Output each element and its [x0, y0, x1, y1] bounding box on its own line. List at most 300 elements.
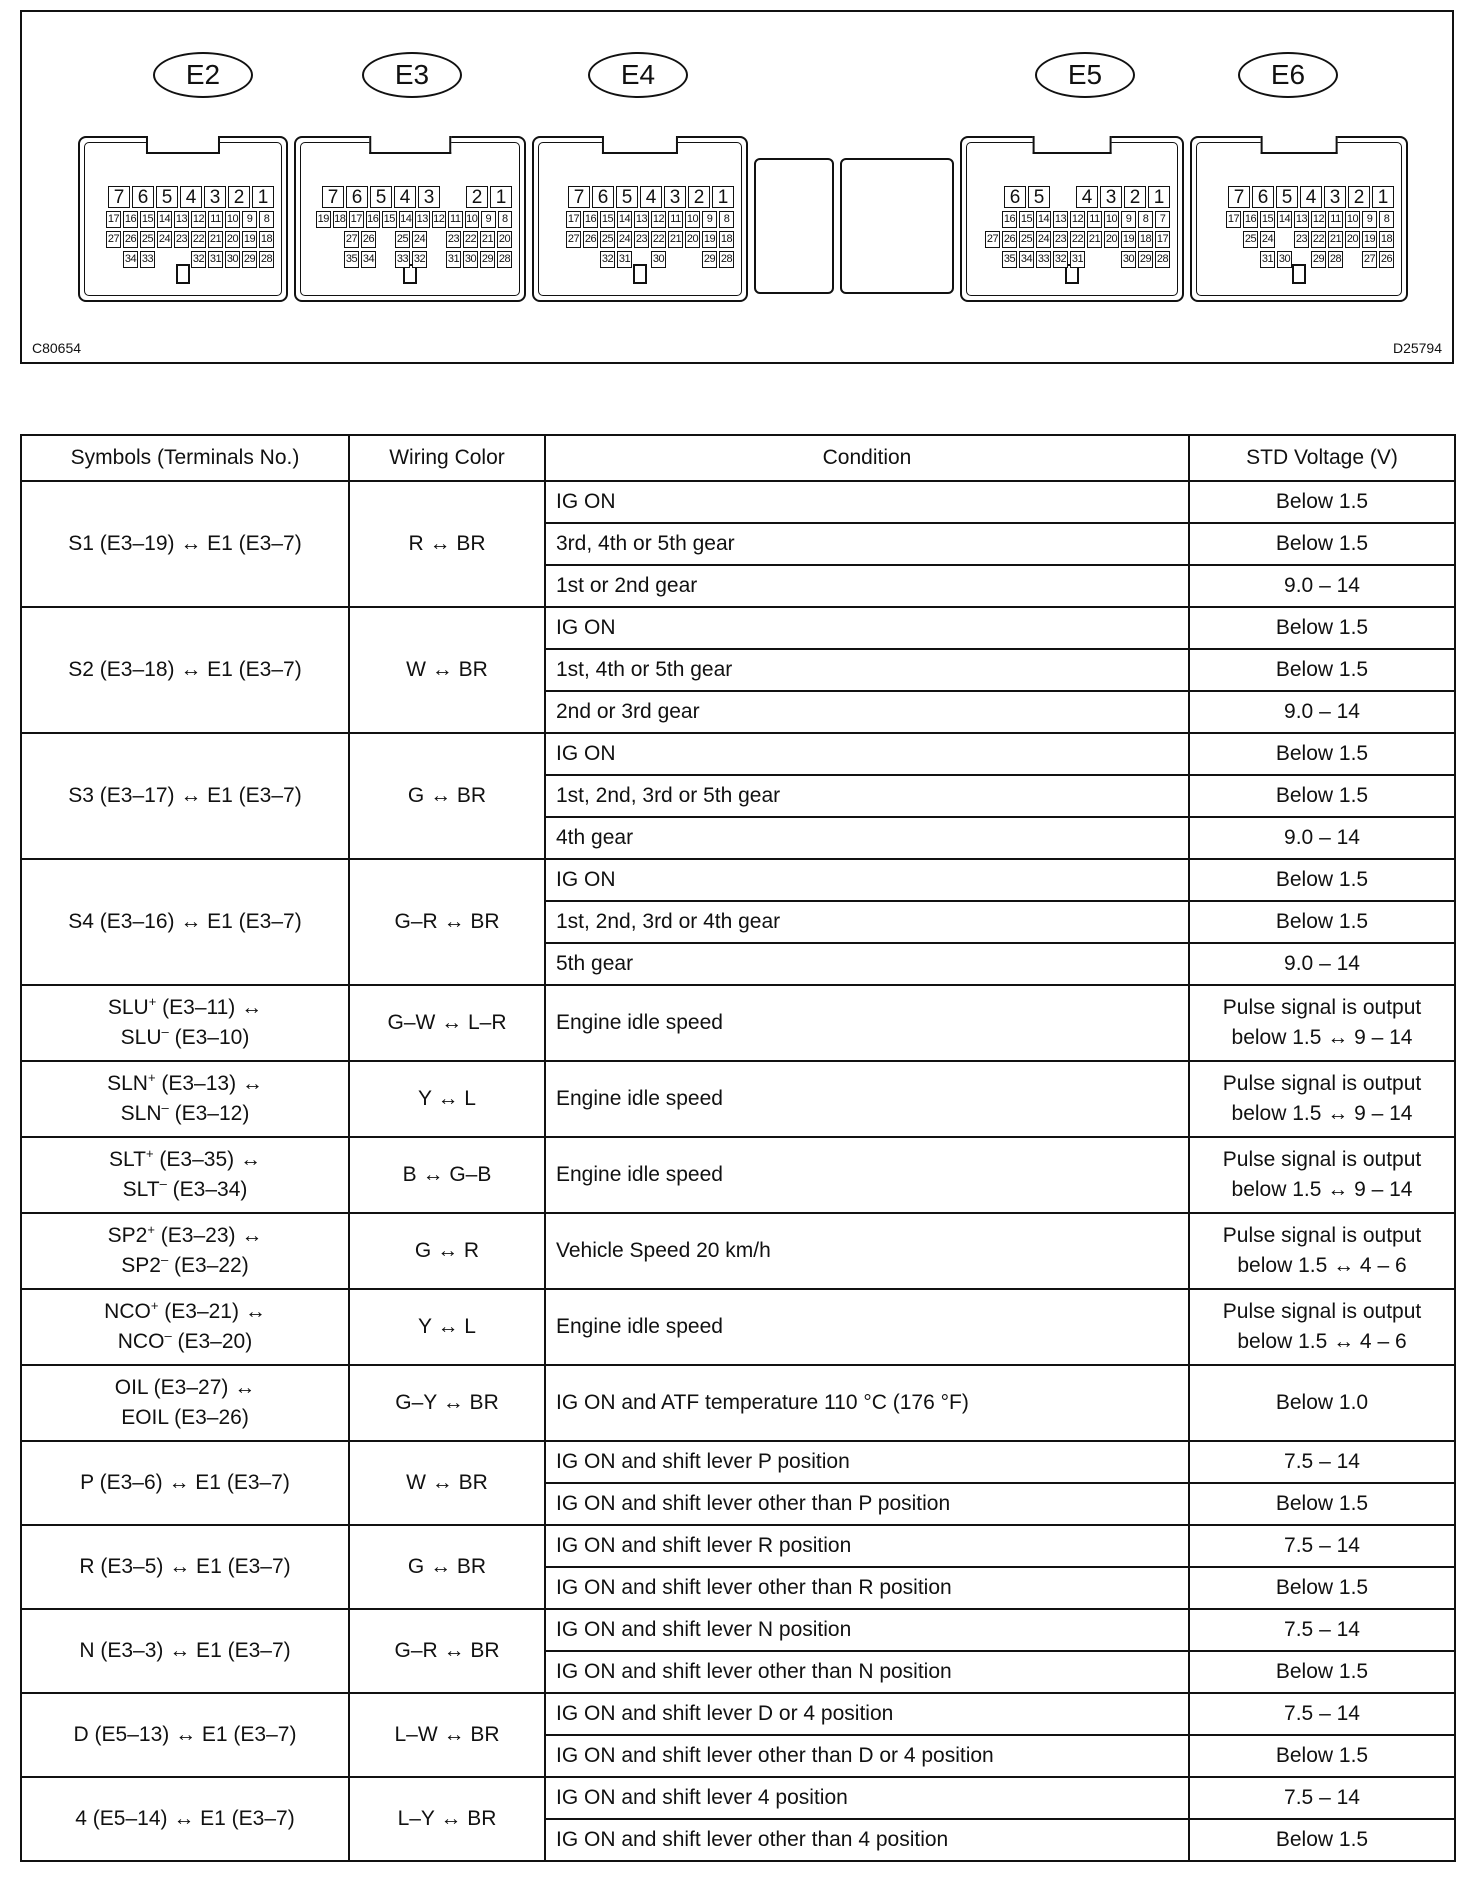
table-row	[21, 1525, 1455, 1567]
wiring-color-cell: G–R ↔ BR	[349, 1609, 545, 1693]
symbols-cell	[21, 985, 349, 1061]
pin: 18	[719, 231, 734, 248]
pin: 28	[497, 251, 512, 268]
std-voltage-cell	[1189, 523, 1455, 565]
symbol-line: SLT– (E3–34)	[122, 1176, 248, 1201]
voltage-line: Below 1.5	[1275, 490, 1369, 513]
wiring-color-cell: G ↔ BR	[349, 1525, 545, 1609]
condition-cell: 1st or 2nd gear	[545, 565, 1189, 607]
voltage-line: Below 1.5	[1275, 1492, 1369, 1515]
pin: 1	[1148, 186, 1170, 208]
pin: 20	[1104, 231, 1119, 248]
pin: 16	[1243, 211, 1258, 228]
symbol-line: S2 (E3–18) ↔ E1 (E3–7)	[68, 658, 302, 681]
voltage-line: 7.5 – 14	[1284, 1786, 1360, 1809]
voltage-line: Below 1.5	[1275, 532, 1369, 555]
terminal-voltage-table	[20, 434, 1456, 1862]
pin-row	[316, 186, 512, 208]
pin-row	[982, 251, 1170, 268]
pin: 35	[1002, 251, 1017, 268]
pin-gap	[1087, 251, 1102, 268]
condition-cell: IG ON and shift lever other than P position	[545, 1483, 1189, 1525]
condition-cell: IG ON and shift lever P position	[545, 1441, 1189, 1483]
pin-gap	[378, 231, 393, 248]
symbols-cell	[21, 1061, 349, 1137]
connector-e5	[960, 136, 1184, 302]
voltage-line: Below 1.5	[1275, 1828, 1369, 1851]
condition-cell: Engine idle speed	[545, 985, 1189, 1061]
pin: 28	[259, 251, 274, 268]
pin: 8	[719, 211, 734, 228]
pin: 16	[123, 211, 138, 228]
symbols-cell	[21, 1525, 349, 1609]
table-row	[21, 733, 1455, 775]
pin: 6	[592, 186, 614, 208]
pin: 1	[490, 186, 512, 208]
pin: 32	[412, 251, 427, 268]
pin: 18	[259, 231, 274, 248]
pin: 32	[1053, 251, 1068, 268]
table-row	[21, 1609, 1455, 1651]
pin: 3	[664, 186, 686, 208]
std-voltage-cell	[1189, 901, 1455, 943]
std-voltage-cell	[1189, 1777, 1455, 1819]
pin: 24	[157, 231, 172, 248]
pin: 16	[1002, 211, 1017, 228]
pin-grid	[1212, 186, 1394, 271]
connector-latch	[369, 136, 451, 154]
pin: 15	[382, 211, 397, 228]
pin: 4	[1300, 186, 1322, 208]
pin: 23	[634, 231, 649, 248]
std-voltage-cell	[1189, 1819, 1455, 1861]
pin: 35	[344, 251, 359, 268]
pin-row	[100, 211, 274, 228]
symbols-cell	[21, 1441, 349, 1525]
pin: 16	[366, 211, 381, 228]
condition-cell: IG ON and ATF temperature 110 °C (176 °F)	[545, 1365, 1189, 1441]
voltage-line: 9.0 – 14	[1284, 952, 1360, 975]
pin: 13	[1053, 211, 1068, 228]
pin: 19	[242, 231, 257, 248]
voltage-line: below 1.5 ↔ 4 – 6	[1237, 1254, 1407, 1277]
symbol-line: S3 (E3–17) ↔ E1 (E3–7)	[68, 784, 302, 807]
pin: 31	[617, 251, 632, 268]
pin: 5	[1028, 186, 1050, 208]
connector-label-e2: E2	[153, 52, 253, 98]
table-body	[21, 481, 1455, 1861]
pin: 19	[702, 231, 717, 248]
pin-row	[1212, 186, 1394, 208]
wiring-color-cell: R ↔ BR	[349, 481, 545, 607]
symbols-cell	[21, 1777, 349, 1861]
std-voltage-cell	[1189, 1651, 1455, 1693]
condition-cell: 2nd or 3rd gear	[545, 691, 1189, 733]
pin: 22	[1311, 231, 1326, 248]
pin: 4	[1076, 186, 1098, 208]
std-voltage-cell	[1189, 859, 1455, 901]
pin: 19	[1362, 231, 1377, 248]
symbols-cell	[21, 1213, 349, 1289]
table-row	[21, 1289, 1455, 1365]
pin-row	[554, 186, 734, 208]
pin: 15	[1019, 211, 1034, 228]
pin: 6	[132, 186, 154, 208]
pin: 26	[361, 231, 376, 248]
symbol-line: R (E3–5) ↔ E1 (E3–7)	[79, 1555, 291, 1578]
table-row	[21, 985, 1455, 1061]
pin-gap	[1052, 186, 1074, 208]
pin: 2	[1348, 186, 1370, 208]
pin: 9	[702, 211, 717, 228]
pin: 28	[1155, 251, 1170, 268]
pin: 23	[446, 231, 461, 248]
std-voltage-cell	[1189, 1483, 1455, 1525]
pin: 12	[432, 211, 447, 228]
table-row	[21, 1213, 1455, 1289]
condition-cell: 3rd, 4th or 5th gear	[545, 523, 1189, 565]
pin: 3	[1100, 186, 1122, 208]
pin: 12	[191, 211, 206, 228]
pin-grid	[982, 186, 1170, 271]
condition-cell: IG ON and shift lever other than D or 4 position	[545, 1735, 1189, 1777]
voltage-line: Pulse signal is output	[1222, 1148, 1422, 1171]
condition-cell: Engine idle speed	[545, 1137, 1189, 1213]
pin: 24	[1036, 231, 1051, 248]
pin: 18	[1379, 231, 1394, 248]
pin: 8	[1138, 211, 1153, 228]
voltage-line: below 1.5 ↔ 4 – 6	[1237, 1330, 1407, 1353]
pin: 5	[1276, 186, 1298, 208]
pin-gap	[668, 251, 683, 268]
table-row	[21, 859, 1455, 901]
pin: 9	[481, 211, 496, 228]
pin: 23	[1294, 231, 1309, 248]
std-voltage-cell	[1189, 1609, 1455, 1651]
pin: 26	[123, 231, 138, 248]
wiring-color-cell: Y ↔ L	[349, 1289, 545, 1365]
pin-row	[316, 231, 512, 248]
std-voltage-cell	[1189, 607, 1455, 649]
pin-row	[100, 186, 274, 208]
condition-cell: IG ON and shift lever other than R position	[545, 1567, 1189, 1609]
table-header-row	[21, 435, 1455, 481]
voltage-line: 7.5 – 14	[1284, 1618, 1360, 1641]
table-row	[21, 1061, 1455, 1137]
pin-grid	[554, 186, 734, 271]
condition-cell: IG ON and shift lever other than N position	[545, 1651, 1189, 1693]
connector-latch	[146, 136, 220, 154]
pin: 9	[1121, 211, 1136, 228]
pin: 31	[1260, 251, 1275, 268]
pin: 11	[208, 211, 223, 228]
voltage-line: Below 1.5	[1275, 1744, 1369, 1767]
voltage-line: Pulse signal is output	[1222, 1300, 1422, 1323]
voltage-line: Below 1.5	[1275, 1576, 1369, 1599]
pin: 30	[1121, 251, 1136, 268]
pin: 17	[1226, 211, 1241, 228]
symbol-line: OIL (E3–27) ↔	[114, 1376, 256, 1399]
pin: 9	[1362, 211, 1377, 228]
pin: 13	[634, 211, 649, 228]
condition-cell: 1st, 2nd, 3rd or 5th gear	[545, 775, 1189, 817]
pin: 25	[1019, 231, 1034, 248]
header-std-voltage: STD Voltage (V)	[1189, 435, 1455, 481]
pin: 25	[1243, 231, 1258, 248]
wiring-color-cell: G–W ↔ L–R	[349, 985, 545, 1061]
pin: 29	[1311, 251, 1326, 268]
pin: 25	[600, 231, 615, 248]
pin-row	[100, 251, 274, 268]
std-voltage-cell	[1189, 1061, 1455, 1137]
condition-cell: 1st, 2nd, 3rd or 4th gear	[545, 901, 1189, 943]
pin: 14	[1036, 211, 1051, 228]
pin: 16	[583, 211, 598, 228]
pin-row	[982, 231, 1170, 248]
pin-row	[554, 211, 734, 228]
pin: 5	[156, 186, 178, 208]
connector-e3	[294, 136, 526, 302]
pin: 22	[1070, 231, 1085, 248]
pin: 13	[174, 211, 189, 228]
symbol-line: S4 (E3–16) ↔ E1 (E3–7)	[68, 910, 302, 933]
condition-cell: IG ON and shift lever 4 position	[545, 1777, 1189, 1819]
pin: 19	[1121, 231, 1136, 248]
voltage-line: Below 1.5	[1275, 1660, 1369, 1683]
pin: 30	[1277, 251, 1292, 268]
table-row	[21, 1777, 1455, 1819]
pin: 17	[1155, 231, 1170, 248]
pin: 4	[640, 186, 662, 208]
pin-gap	[1277, 231, 1292, 248]
condition-cell: IG ON and shift lever other than 4 position	[545, 1819, 1189, 1861]
pin-row	[554, 251, 734, 268]
pin-gap	[429, 231, 444, 248]
pin: 10	[685, 211, 700, 228]
table-row	[21, 481, 1455, 523]
pin: 30	[225, 251, 240, 268]
pin: 10	[225, 211, 240, 228]
pin-gap	[685, 251, 700, 268]
pin: 29	[480, 251, 495, 268]
std-voltage-cell	[1189, 691, 1455, 733]
wiring-color-cell: L–W ↔ BR	[349, 1693, 545, 1777]
pin: 21	[1087, 231, 1102, 248]
pin: 4	[180, 186, 202, 208]
connector-diagram	[20, 10, 1454, 364]
pin: 7	[1155, 211, 1170, 228]
pin-row	[316, 251, 512, 268]
pin-row	[100, 231, 274, 248]
symbol-line: SP2+ (E3–23) ↔	[107, 1222, 263, 1247]
pin: 34	[123, 251, 138, 268]
pin-gap	[442, 186, 464, 208]
pin-gap	[1294, 251, 1309, 268]
pin: 27	[344, 231, 359, 248]
pin: 17	[106, 211, 121, 228]
pin: 12	[1311, 211, 1326, 228]
wiring-color-cell: G–R ↔ BR	[349, 859, 545, 985]
symbol-line: NCO– (E3–20)	[117, 1328, 253, 1353]
voltage-line: Pulse signal is output	[1222, 1224, 1422, 1247]
std-voltage-cell	[1189, 985, 1455, 1061]
pin-gap	[378, 251, 393, 268]
pin: 11	[668, 211, 683, 228]
condition-cell: IG ON	[545, 859, 1189, 901]
pin: 26	[1002, 231, 1017, 248]
pin: 22	[191, 231, 206, 248]
condition-cell: IG ON	[545, 481, 1189, 523]
pin-grid	[100, 186, 274, 271]
connector-label-e6: E6	[1238, 52, 1338, 98]
condition-cell: IG ON and shift lever D or 4 position	[545, 1693, 1189, 1735]
pin: 31	[446, 251, 461, 268]
pin: 4	[394, 186, 416, 208]
table-row	[21, 1441, 1455, 1483]
pin: 31	[1070, 251, 1085, 268]
wiring-color-cell: B ↔ G–B	[349, 1137, 545, 1213]
pin: 2	[1124, 186, 1146, 208]
voltage-line: 7.5 – 14	[1284, 1450, 1360, 1473]
wiring-color-cell: Y ↔ L	[349, 1061, 545, 1137]
wiring-color-cell: G ↔ BR	[349, 733, 545, 859]
pin: 11	[448, 211, 463, 228]
connector-e6	[1190, 136, 1408, 302]
std-voltage-cell	[1189, 733, 1455, 775]
pin: 24	[412, 231, 427, 248]
pin: 14	[617, 211, 632, 228]
condition-cell: IG ON	[545, 733, 1189, 775]
pin: 8	[259, 211, 274, 228]
pin: 27	[1362, 251, 1377, 268]
condition-cell: 1st, 4th or 5th gear	[545, 649, 1189, 691]
pin: 32	[600, 251, 615, 268]
table-row	[21, 1693, 1455, 1735]
condition-cell: Engine idle speed	[545, 1061, 1189, 1137]
figure-code-left: C80654	[32, 340, 82, 356]
symbols-cell	[21, 1289, 349, 1365]
std-voltage-cell	[1189, 1693, 1455, 1735]
symbol-line: SLU+ (E3–11) ↔	[107, 994, 263, 1019]
pin: 28	[1328, 251, 1343, 268]
wiring-color-cell: W ↔ BR	[349, 607, 545, 733]
std-voltage-cell	[1189, 481, 1455, 523]
pin: 24	[1260, 231, 1275, 248]
pin: 33	[395, 251, 410, 268]
symbol-line: 4 (E5–14) ↔ E1 (E3–7)	[75, 1807, 295, 1830]
blank-slot	[754, 158, 834, 294]
std-voltage-cell	[1189, 817, 1455, 859]
pin: 28	[719, 251, 734, 268]
pin: 3	[204, 186, 226, 208]
pin: 1	[252, 186, 274, 208]
symbols-cell	[21, 859, 349, 985]
symbols-cell	[21, 607, 349, 733]
pin: 26	[583, 231, 598, 248]
pin: 22	[463, 231, 478, 248]
voltage-line: below 1.5 ↔ 9 – 14	[1231, 1102, 1413, 1125]
symbols-cell	[21, 1137, 349, 1213]
symbol-line: NCO+ (E3–21) ↔	[104, 1298, 266, 1323]
pin: 29	[702, 251, 717, 268]
symbol-line: SLT+ (E3–35) ↔	[109, 1146, 261, 1171]
pin: 7	[1228, 186, 1250, 208]
pin: 18	[333, 211, 348, 228]
pin: 23	[1053, 231, 1068, 248]
symbol-line: S1 (E3–19) ↔ E1 (E3–7)	[68, 532, 302, 555]
voltage-line: below 1.5 ↔ 9 – 14	[1231, 1178, 1413, 1201]
std-voltage-cell	[1189, 1567, 1455, 1609]
pin: 34	[361, 251, 376, 268]
table-row	[21, 607, 1455, 649]
pin: 20	[225, 231, 240, 248]
pin: 33	[140, 251, 155, 268]
header-condition: Condition	[545, 435, 1189, 481]
voltage-line: Below 1.5	[1275, 742, 1369, 765]
std-voltage-cell	[1189, 1525, 1455, 1567]
wiring-color-cell: G ↔ R	[349, 1213, 545, 1289]
symbol-line: EOIL (E3–26)	[121, 1406, 249, 1429]
connector-label-e4: E4	[588, 52, 688, 98]
connector-label-e5: E5	[1035, 52, 1135, 98]
symbol-line: SLN– (E3–12)	[120, 1100, 250, 1125]
connector-latch	[1033, 136, 1112, 154]
pin: 10	[1345, 211, 1360, 228]
pin-row	[316, 211, 512, 228]
voltage-line: Below 1.5	[1275, 784, 1369, 807]
pin-gap	[157, 251, 172, 268]
condition-cell: Vehicle Speed 20 km/h	[545, 1213, 1189, 1289]
pin: 2	[466, 186, 488, 208]
figure-code-right: D25794	[1392, 340, 1442, 356]
pin: 21	[208, 231, 223, 248]
pin: 14	[157, 211, 172, 228]
pin: 5	[370, 186, 392, 208]
symbol-line: D (E5–13) ↔ E1 (E3–7)	[73, 1723, 297, 1746]
condition-cell: 4th gear	[545, 817, 1189, 859]
symbol-line: SLU– (E3–10)	[120, 1024, 250, 1049]
pin: 21	[668, 231, 683, 248]
pin: 30	[651, 251, 666, 268]
symbol-line: N (E3–3) ↔ E1 (E3–7)	[79, 1639, 291, 1662]
pin: 8	[498, 211, 513, 228]
wiring-color-cell: L–Y ↔ BR	[349, 1777, 545, 1861]
pin: 11	[1328, 211, 1343, 228]
voltage-line: Below 1.5	[1275, 616, 1369, 639]
pin-row	[1212, 231, 1394, 248]
wiring-color-cell: G–Y ↔ BR	[349, 1365, 545, 1441]
voltage-line: Below 1.5	[1275, 658, 1369, 681]
pin: 27	[985, 231, 1000, 248]
pin: 10	[1104, 211, 1119, 228]
pin: 34	[1019, 251, 1034, 268]
pin: 13	[1294, 211, 1309, 228]
std-voltage-cell	[1189, 943, 1455, 985]
symbols-cell	[21, 1693, 349, 1777]
voltage-line: Below 1.5	[1275, 910, 1369, 933]
symbols-cell	[21, 1365, 349, 1441]
connector-latch	[602, 136, 678, 154]
pin-gap	[634, 251, 649, 268]
blank-slot	[840, 158, 954, 294]
symbol-line: SLN+ (E3–13) ↔	[107, 1070, 263, 1095]
pin: 18	[1138, 231, 1153, 248]
pin: 3	[418, 186, 440, 208]
std-voltage-cell	[1189, 1213, 1455, 1289]
pin: 14	[1277, 211, 1292, 228]
pin: 13	[415, 211, 430, 228]
voltage-line: Below 1.5	[1275, 868, 1369, 891]
